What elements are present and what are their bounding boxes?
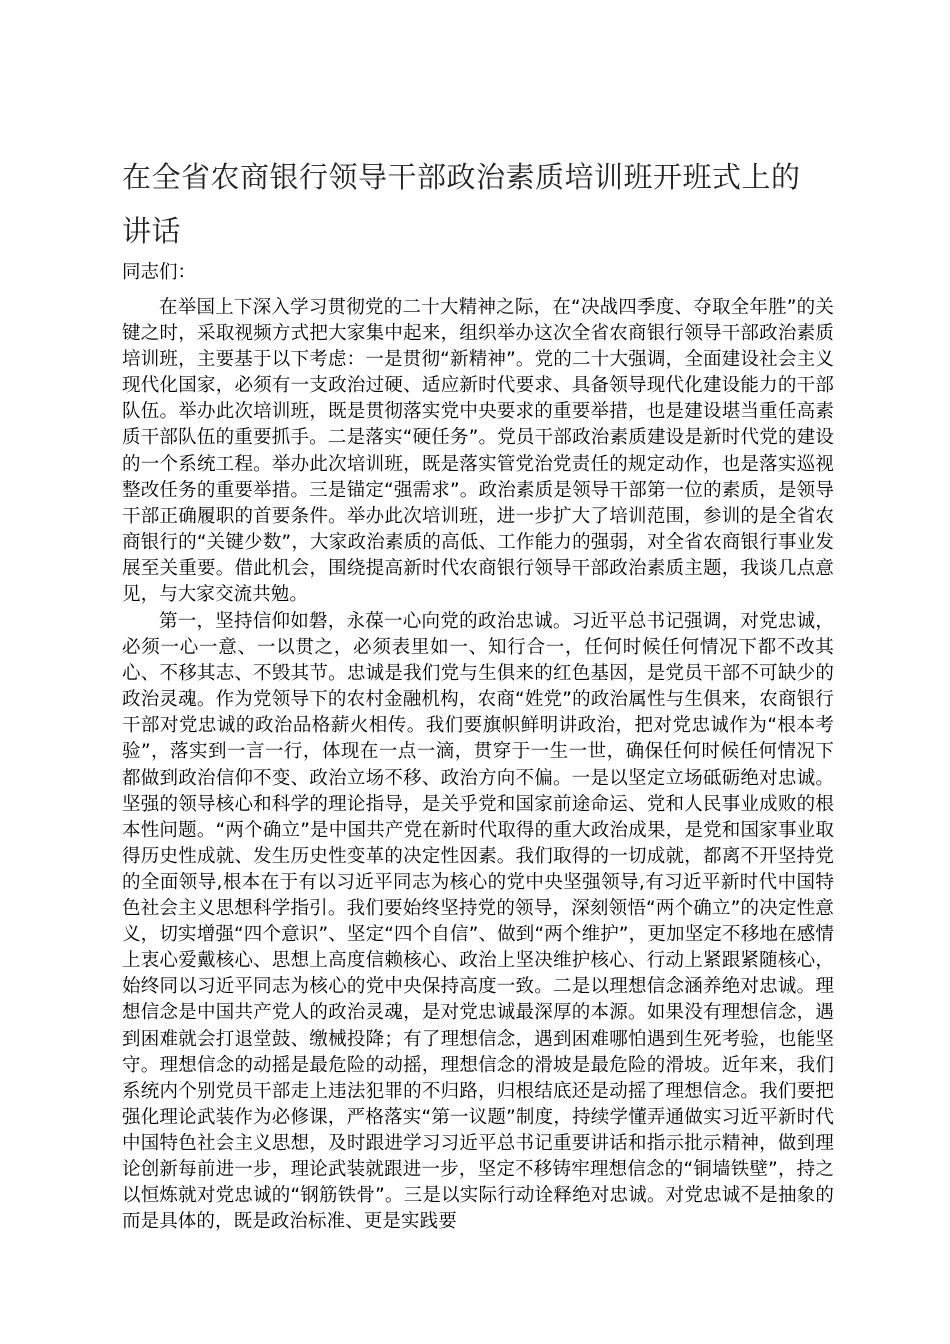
salutation: 同志们：: [122, 262, 197, 283]
document-title: 在全省农商银行领导干部政治素质培训班开班式上的讲话: [122, 160, 801, 248]
paragraph-first-point: 第一，坚持信仰如磐，永葆一心向党的政治忠诚。习近平总书记强调，对党忠诚，必须一心一意、一以贯之，必须表里如一、知行合一，任何时候任何情况下都不改其心、不移其志、不毁其节。忠诚是我们党与生俱来的红色基因，是党员干部不可缺少的政治灵魂。作为党领导下的农村金融机构，农商“姓党”的政治属性与生俱来，农商银行干部对党忠诚的政治品格薪火相传。我们要旗帜鲜明讲政治，把对党忠诚作为“根本考验”，落实到一言一行，体现在一点一滴，贯穿于一生一世，确保任何时候任何情况下都做到政治信仰不变、政治立场不移、政治方向不偏。一是以坚定立场砥砺绝对忠诚。坚强的领导核心和科学的理论指导，是关乎党和国家前途命运、党和人民事业成败的根本性问题。“两个确立”是中国共产党在新时代取得的重大政治成果，是党和国家事业取得历史性成就、发生历史性变革的决定性因素。我们取得的一切成就，都离不开坚持党的全面领导,根本在于有以习近平同志为核心的党中央坚强领导,有习近平新时代中国特色社会主义思想科学指引。我们要始终坚持党的领导，深刻领悟“两个确立”的决定性意义，切实增强“四个意识”、坚定“四个自信”、做到“两个维护”，更加坚定不移地在感情上衷心爱戴核心、思想上高度信赖核心、政治上坚决维护核心、行动上紧跟紧随核心，始终同以习近平同志为核心的党中央保持高度一致。二是以理想信念涵养绝对忠诚。理想信念是中国共产党人的政治灵魂，是对党忠诚最深厚的本源。如果没有理想信念，遇到困难就会打退堂鼓、缴械投降；有了理想信念，遇到困难哪怕遇到生死考验，也能坚守。理想信念的动摇是最危险的动摇，理想信念的滑坡是最危险的滑坡。近年来，我们系统内个别党员干部走上违法犯罪的不归路，归根结底还是动摇了理想信念。我们要把强化理论武装作为必修课，严格落实“第一议题”制度，持续学懂弄通做实习近平新时代中国特色社会主义思想，及时跟进学习习近平总书记重要讲话和指示批示精神，做到理论创新每前进一步，理论武装就跟进一步，坚定不移铸牢理想信念的“铜墙铁壁”，持之以恒炼就对党忠诚的“钢筋铁骨”。三是以实际行动诠释绝对忠诚。对党忠诚不是抽象的而是具体的，既是政治标准、更是实践要: [122, 611, 834, 1233]
paragraph-intro: 在举国上下深入学习贯彻党的二十大精神之际，在“决战四季度、夺取全年胜”的关键之时，采取视频方式把大家集中起来，组织举办这次全省农商银行领导干部政治素质培训班，主要基于以下考虑：一是贯彻“新精神”。党的二十大强调，全面建设社会主义现代化国家，必须有一支政治过硬、适应新时代要求、具备领导现代化建设能力的干部队伍。举办此次培训班，既是贯彻落实党中央要求的重要举措，也是建设堪当重任高素质干部队伍的重要抓手。二是落实“硬任务”。党员干部政治素质建设是新时代党的建设的一个系统工程。举办此次培训班，既是落实管党治党责任的规定动作，也是落实巡视整改任务的重要举措。三是锚定“强需求”。政治素质是领导干部第一位的素质，是领导干部正确履职的首要条件。举办此次培训班，进一步扩大了培训范围，参训的是全省农商银行的“关键少数”，大家政治素质的高低、工作能力的强弱，对全省农商银行事业发展至关重要。借此机会，围绕提高新时代农商银行领导干部政治素质主题，我谈几点意见，与大家交流共勉。: [122, 297, 834, 606]
